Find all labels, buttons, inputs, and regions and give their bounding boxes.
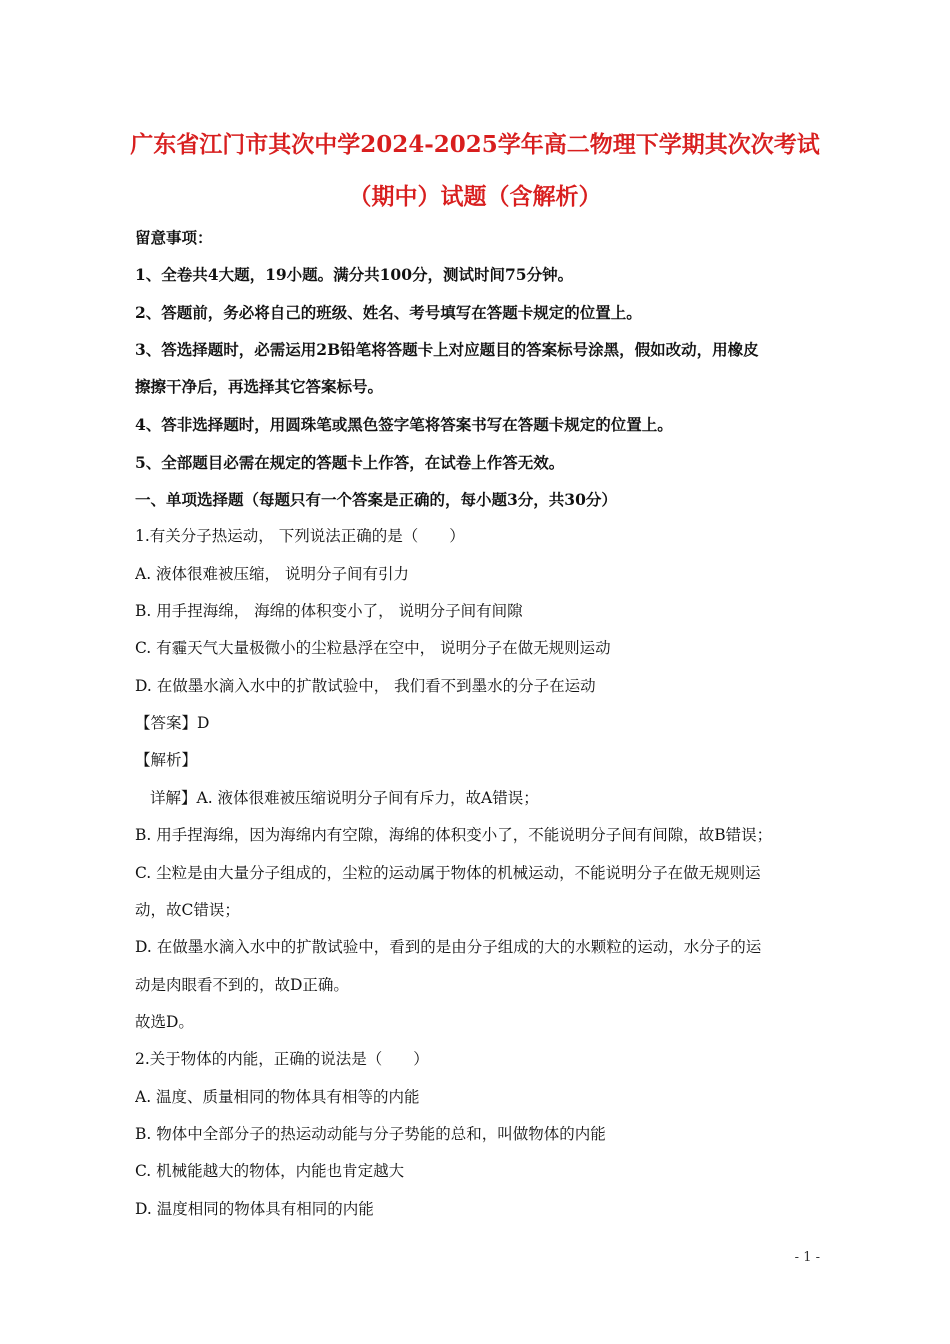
notice-item: 擦擦干净后，再选择其它答案标号。: [135, 377, 384, 396]
question-stem: 1.有关分子热运动， 下列说法正确的是（ ）: [135, 527, 465, 545]
notice-item: 5、全部题目必需在规定的答题卡上作答，在试卷上作答无效。: [135, 453, 565, 472]
analysis-line: 动，故C错误；: [135, 901, 240, 919]
document-title-line-2: （期中）试题（含解析）: [348, 183, 602, 210]
notice-item: 3、答选择题时，必需运用2B铅笔将答题卡上对应题目的答案标号涂黑，假如改动，用橡皮: [135, 340, 759, 359]
question-option: B. 物体中全部分子的热运动动能与分子势能的总和，叫做物体的内能: [135, 1125, 606, 1143]
question-stem: 2.关于物体的内能，正确的说法是（ ）: [135, 1050, 429, 1068]
page-number: - 1 -: [794, 1250, 820, 1265]
question-option: D. 在做墨水滴入水中的扩散试验中， 我们看不到墨水的分子在运动: [135, 677, 596, 695]
question-option: D. 温度相同的物体具有相同的内能: [135, 1200, 374, 1218]
question-option: A. 液体很难被压缩， 说明分子间有引力: [135, 565, 409, 583]
analysis-line: C. 尘粒是由大量分子组成的，尘粒的运动属于物体的机械运动，不能说明分子在做无规则运: [135, 864, 761, 882]
analysis-line: D. 在做墨水滴入水中的扩散试验中，看到的是由分子组成的大的水颗粒的运动，水分子的运: [135, 938, 762, 956]
question-option: B. 用手捏海绵， 海绵的体积变小了， 说明分子间有间隙: [135, 602, 523, 620]
notice-item: 1、全卷共4大题，19小题。满分共100分，测试时间75分钟。: [135, 265, 574, 284]
analysis-line: 动是肉眼看不到的，故D正确。: [135, 976, 349, 994]
analysis-line: B. 用手捏海绵，因为海绵内有空隙，海绵的体积变小了，不能说明分子间有间隙，故B错误；: [135, 826, 773, 844]
notice-item: 2、答题前，务必将自己的班级、姓名、考号填写在答题卡规定的位置上。: [135, 303, 642, 322]
analysis-line: 详解】A. 液体很难被压缩说明分子间有斥力，故A错误；: [150, 789, 539, 807]
notice-item: 4、答非选择题时，用圆珠笔或黑色签字笔将答案书写在答题卡规定的位置上。: [135, 415, 673, 434]
notice-heading: 留意事项：: [135, 228, 213, 247]
analysis-line: 故选D。: [135, 1013, 194, 1031]
answer-line: 【答案】D: [135, 714, 210, 732]
question-option: A. 温度、质量相同的物体具有相等的内能: [135, 1088, 420, 1106]
section-heading: 一、单项选择题（每题只有一个答案是正确的，每小题3分，共30分）: [135, 490, 617, 509]
document-title-line-1: 广东省江门市其次中学2024-2025学年高二物理下学期其次次考试: [130, 131, 820, 158]
analysis-label: 【解析】: [135, 751, 198, 769]
question-option: C. 有霾天气大量极微小的尘粒悬浮在空中， 说明分子在做无规则运动: [135, 639, 611, 657]
question-option: C. 机械能越大的物体，内能也肯定越大: [135, 1162, 405, 1180]
